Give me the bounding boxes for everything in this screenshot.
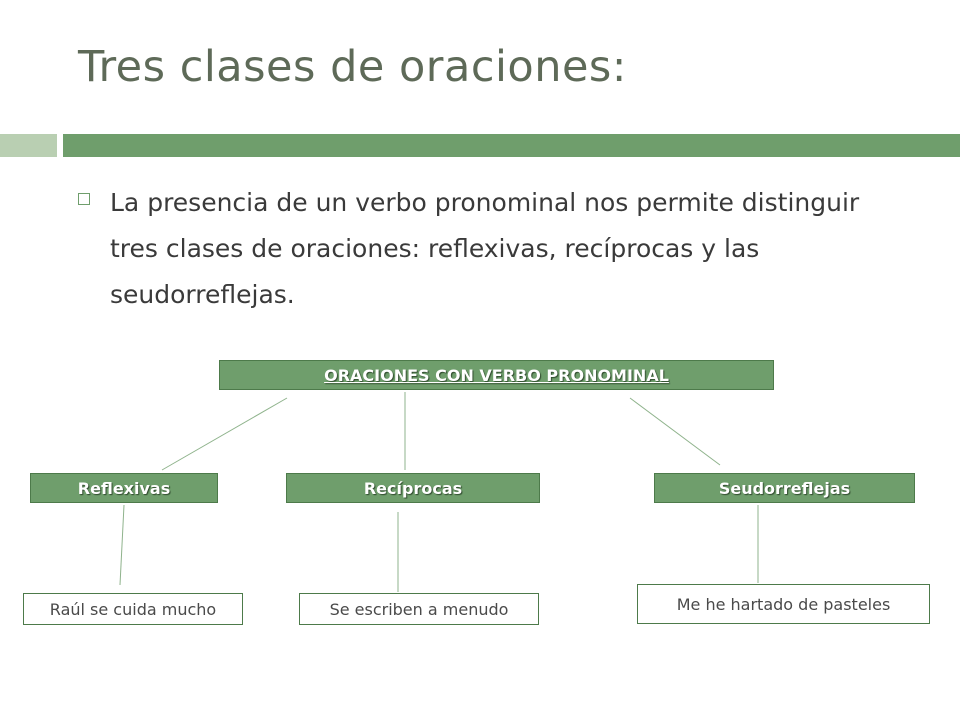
category-node-reciprocas: Recíprocas — [286, 473, 540, 503]
example-node-reciprocas: Se escriben a menudo — [299, 593, 539, 625]
category-node-reflexivas: Reflexivas — [30, 473, 218, 503]
root-node: ORACIONES CON VERBO PRONOMINAL — [219, 360, 774, 390]
example-node-seudorreflejas: Me he hartado de pasteles — [637, 584, 930, 624]
slide-title: Tres clases de oraciones: — [78, 42, 627, 92]
bullet-text: La presencia de un verbo pronominal nos permite distinguir tres clases de oraciones: reflexivas, recíprocas y las seudorreflejas. — [110, 188, 860, 309]
example-node-reflexivas: Raúl se cuida mucho — [23, 593, 243, 625]
connector-reflexivas-example — [120, 505, 124, 585]
category-node-seudorreflejas: Seudorreflejas — [654, 473, 915, 503]
connector-root-seudorreflejas — [630, 398, 720, 465]
connector-root-reflexivas — [162, 398, 287, 470]
